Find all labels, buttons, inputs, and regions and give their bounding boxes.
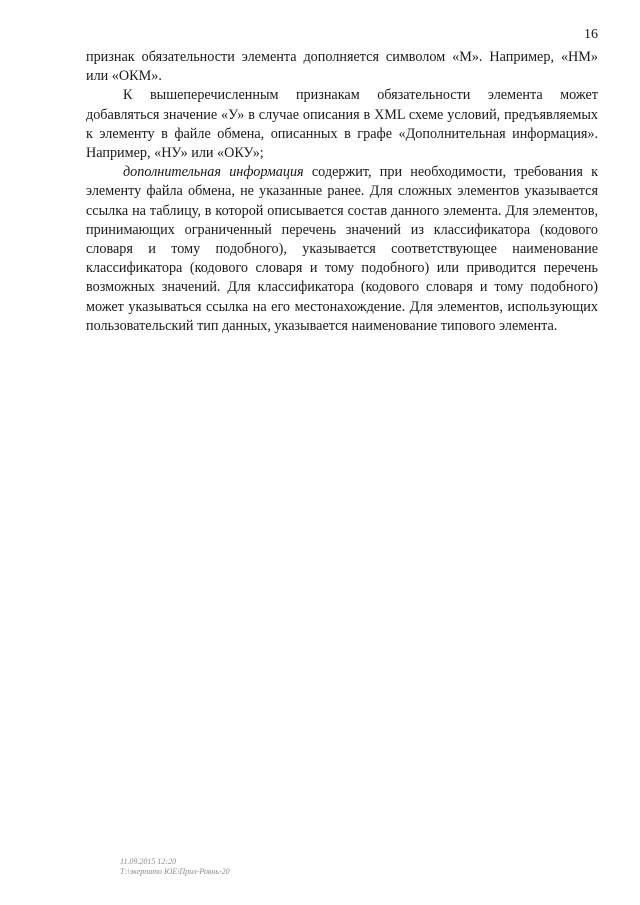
paragraph-2: К вышеперечисленным признакам обязательности элемента может добавляться значение «У» в случае описания в XML схеме условий, предъявляемых к элементу в файле обмена, описанных в графе «Дополнительная информация». Например, «НУ» или «ОКУ»; (86, 87, 598, 162)
term-additional-info: дополнительная информация (123, 164, 304, 181)
paragraph-1: признак обязательности элемента дополняется символом «М». Например, «НМ» или «ОКМ». (86, 49, 598, 85)
footer-timestamp: 11.09.2015 12:20 (120, 857, 177, 866)
print-footer (120, 857, 230, 877)
document-body (86, 48, 598, 336)
paragraph-3 (86, 163, 598, 336)
footer-file-path: Т:\экерпито ЮЕ\Прил-Ровнь-20 (120, 867, 230, 876)
page-number: 16 (584, 27, 598, 42)
paragraph-3-text: содержит, при необходимости, требования к элементу файла обмена, не указанные ранее. Для сложных элементов указывается ссылка на таблицу, в которой описывается состав данного элемента. Для элементов, принимающих ограниченный перечень значений из классификатора (кодового словаря и тому подобного), указывается соответствующее наименование классификатора (кодового словаря и тому подобного) или приводится перечень возможных значений. Для классификатора (кодового словаря и тому подобного) может указываться ссылка на его местонахождение. Для элементов, использующих пользовательский тип данных, указывается наименование типового элемента. (86, 164, 598, 334)
